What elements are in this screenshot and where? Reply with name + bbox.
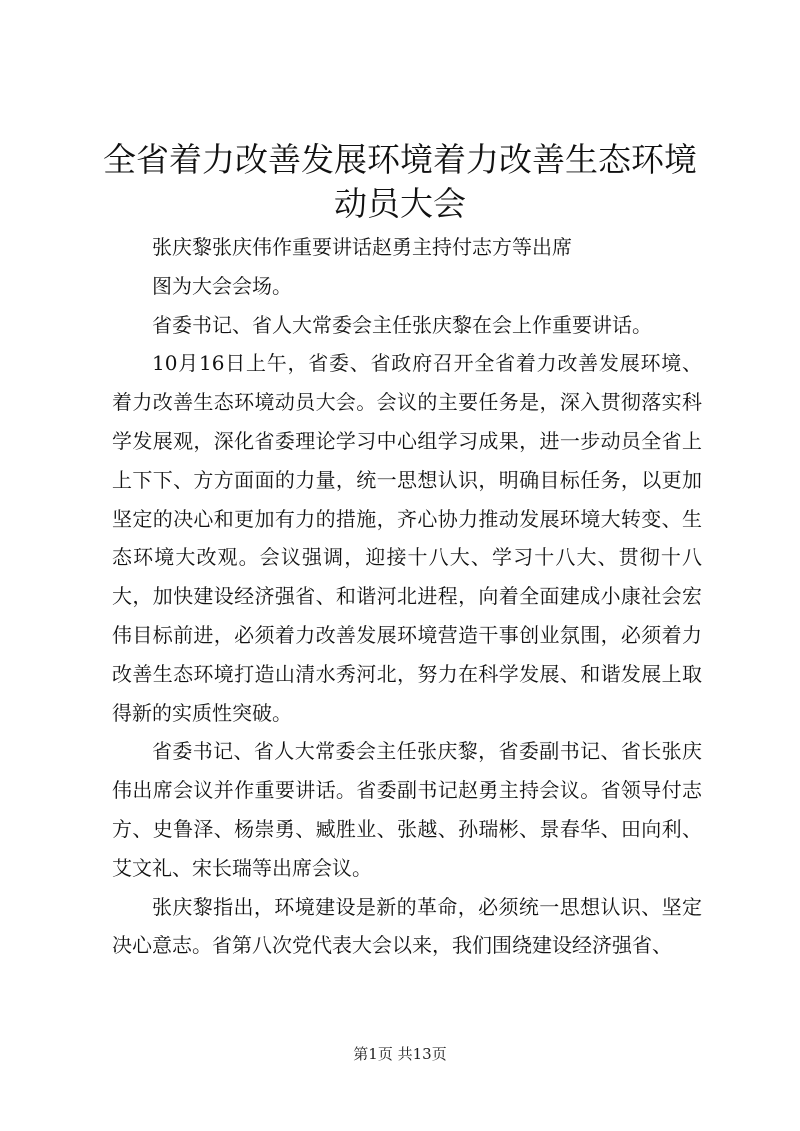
page-number-footer: 第1页 共13页 <box>353 1045 447 1063</box>
paragraph-subtitle: 张庆黎张庆伟作重要讲话赵勇主持付志方等出席 <box>152 235 572 259</box>
paragraph-attendees: 省委书记、省人大常委会主任张庆黎，省委副书记、省长张庆伟出席会议并作重要讲话。省委副书记赵勇主持会议。省领导付志方、史鲁泽、杨崇勇、臧胜业、张越、孙瑞彬、景春华、田向利、艾文礼、宋长瑞等出席会议。 <box>112 739 702 880</box>
document-body <box>112 228 702 965</box>
document-title: 全省着力改善发展环境着力改善生态环境动员大会 <box>103 140 697 223</box>
paragraph-caption-speech: 省委书记、省人大常委会主任张庆黎在会上作重要讲话。 <box>152 312 652 337</box>
paragraph-meeting-summary: 10月16日上午，省委、省政府召开全省着力改善发展环境、着力改善生态环境动员大会。会议的主要任务是，深入贯彻落实科学发展观，深化省委理论学习中心组学习成果，进一步动员全省上上下下、方方面面的力量，统一思想认识，明确目标任务，以更加坚定的决心和更加有力的措施，齐心协力推动发展环境大转变、生态环境大改观。会议强调，迎接十八大、学习十八大、贯彻十八大，加快建设经济强省、和谐河北进程，向着全面建成小康社会宏伟目标前进，必须着力改善发展环境营造干事创业氛围，必须着力改善生态环境打造山清水秀河北，努力在科学发展、和谐发展上取得新的实质性突破。 <box>112 351 702 725</box>
paragraph-caption-venue: 图为大会会场。 <box>152 273 292 298</box>
paragraph-speech-start: 张庆黎指出，环境建设是新的革命，必须统一思想认识、坚定决心意志。省第八次党代表大会以来，我们围绕建设经济强省、 <box>112 894 702 958</box>
